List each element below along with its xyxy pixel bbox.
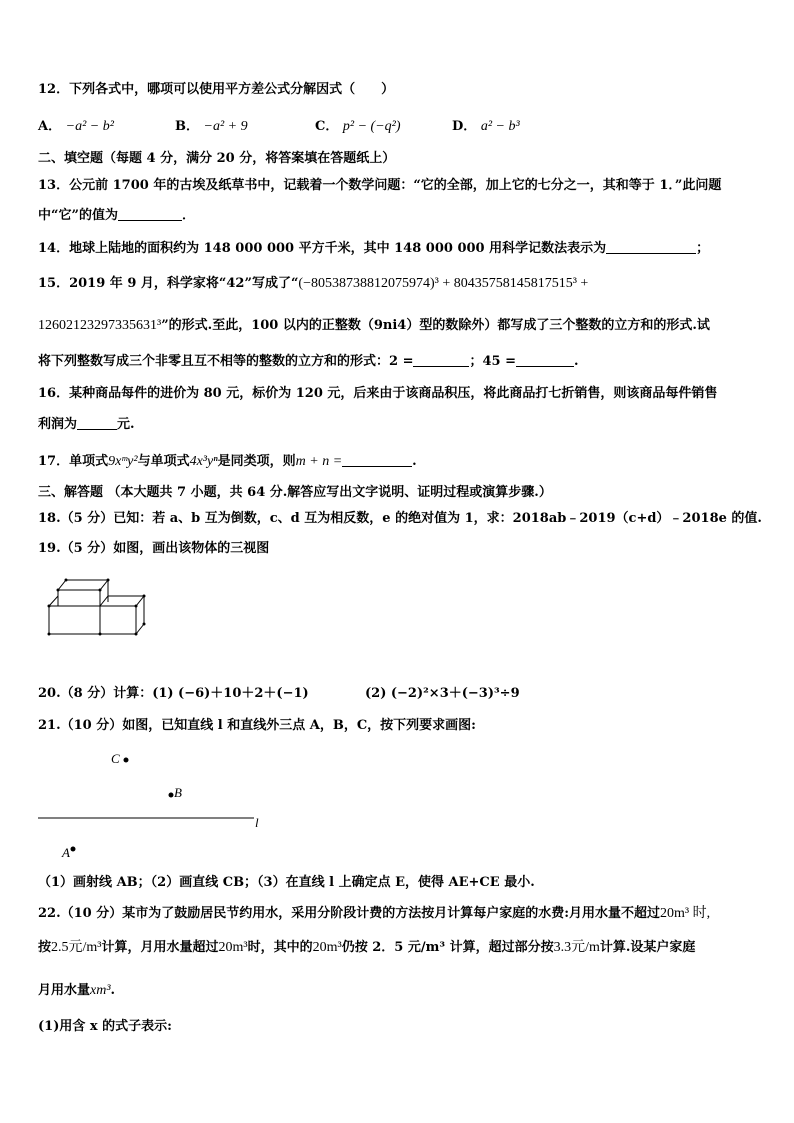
q15-line-1 xyxy=(38,276,588,292)
q16-line-2 xyxy=(38,417,135,433)
line-l-label: l xyxy=(255,815,259,830)
q21-tasks: （1）画射线 AB；（2）画直线 CB；（3）在直线 l 上确定点 E，使得 AE+CE 最小. xyxy=(38,875,535,890)
answer-blank xyxy=(77,417,117,430)
q19-solid-figure xyxy=(40,570,160,642)
q12-stem: 12．下列各式中，哪项可以使用平方差公式分解因式（ ） xyxy=(38,82,395,97)
point-a xyxy=(71,847,76,852)
q17-line xyxy=(38,454,417,470)
q12-option-b xyxy=(175,119,248,135)
q22-volume-1: 20m³ xyxy=(218,940,248,955)
q15-text: 15．2019 年 9 月，科学家将“42”写成了“ xyxy=(38,276,299,291)
q17-text-a: 17．单项式 xyxy=(38,454,109,469)
monomial-2: 4x³yⁿ xyxy=(189,454,218,469)
q14-end: ； xyxy=(696,241,710,256)
q21-stem: 21.（10 分）如图，已知直线 l 和直线外三点 A，B，C，按下列要求画图: xyxy=(38,718,476,733)
q22-text-2g: 仍按 2．5 元/m³ 计算，超过部分按 xyxy=(341,940,554,955)
point-a-label: A xyxy=(62,845,70,860)
q22-text-1: 22.（10 分）某市为了鼓励居民节约用水，采用分阶段计费的方法按月计算每户家庭的水费:月用水量不超过 xyxy=(38,906,661,921)
section-2-heading: 二、填空题（每题 4 分，满分 20 分，将答案填在答题纸上） xyxy=(38,151,396,166)
q15-expression-2: 12602123297335631³ xyxy=(38,318,162,333)
q18-text: 18.（5 分）已知：若 a、b 互为倒数，c、d 互为相反数，e 的绝对值为 1，求：2018ab﹣2019（c+d）﹣2018e 的值. xyxy=(38,511,762,526)
option-d-label: D． xyxy=(452,119,477,134)
q15-line-3 xyxy=(38,354,579,370)
answer-blank xyxy=(606,241,696,254)
q12-option-d xyxy=(452,119,520,135)
q22-text-2a: 按 xyxy=(38,940,52,955)
q14-line xyxy=(38,241,709,257)
answer-blank xyxy=(516,354,574,367)
q21-figure xyxy=(36,750,266,860)
option-d-expr: a² − b³ xyxy=(480,119,520,134)
option-b-label: B． xyxy=(175,119,199,134)
q20-part-1: 20.（8 分）计算：(1) (−6)＋10＋2＋(−1) xyxy=(38,686,309,701)
q22-threshold: 20m³ 时, xyxy=(660,906,711,921)
q17-text-b: 与单项式 xyxy=(137,454,190,469)
q22-variable: xm³ xyxy=(90,983,111,998)
q22-text-2e: 时，其中的 xyxy=(247,940,313,955)
q15-expression-1: (−80538738812075974)³ + 80435758145817515³ + xyxy=(298,276,589,291)
q16-end: 元. xyxy=(117,417,135,432)
q22-price-2: 3.3元/m xyxy=(553,940,600,955)
option-c-label: C． xyxy=(315,119,339,134)
q22-line-2 xyxy=(38,940,695,956)
q22-text-2i: 计算.设某户家庭 xyxy=(599,940,696,955)
section-3-heading: 三、解答题 （本大题共 7 小题，共 64 分.解答应写出文字说明、证明过程或演算步骤.） xyxy=(38,485,552,500)
q13-end: ． xyxy=(181,208,195,223)
q16-line-1: 16．某种商品每件的进价为 80 元，标价为 120 元，后来由于该商品积压，将此商品打七折销售，则该商品每件销售 xyxy=(38,386,718,401)
option-b-expr: −a² + 9 xyxy=(203,119,248,134)
option-a-expr: −a² − b² xyxy=(65,119,114,134)
answer-blank xyxy=(118,208,182,221)
q13-text: 中“它”的值为 xyxy=(38,208,118,223)
q22-sub-1: (1)用含 x 的式子表示: xyxy=(38,1019,172,1034)
q22-text-3a: 月用水量 xyxy=(38,983,91,998)
q12-option-c xyxy=(315,119,401,135)
point-c-label: C xyxy=(111,751,120,766)
point-b-label: B xyxy=(174,785,182,800)
q13-line-1: 13．公元前 1700 年的古埃及纸草书中，记载着一个数学问题：“它的全部，加上它的七分之一，其和等于 1．”此问题 xyxy=(38,178,722,193)
q17-end: . xyxy=(412,454,417,469)
q15-text-3: 将下列整数写成三个非零且互不相等的整数的立方和的形式：2 = xyxy=(38,354,414,369)
q17-text-c: 是同类项，则 xyxy=(217,454,296,469)
q15-text-4: ；45 = xyxy=(469,354,516,369)
point-c xyxy=(124,758,129,763)
q13-line-2 xyxy=(38,208,195,224)
q20-part-2: (2) (−2)²×3＋(−3)³÷9 xyxy=(365,686,520,701)
option-a-label: A． xyxy=(38,119,62,134)
q22-text-2c: 计算，月用水量超过 xyxy=(101,940,219,955)
q14-text: 14．地球上陆地的面积约为 148 000 000 平方千米，其中 148 000 000 用科学记数法表示为 xyxy=(38,241,607,256)
q22-line-3 xyxy=(38,983,115,999)
q16-text: 利润为 xyxy=(38,417,78,432)
q22-line-1 xyxy=(38,906,710,922)
q22-volume-2: 20m³ xyxy=(312,940,342,955)
q22-price-1: 2.5元/m³ xyxy=(51,940,102,955)
q19-text: 19.（5 分）如图，画出该物体的三视图 xyxy=(38,541,270,556)
q22-text-3c: . xyxy=(110,983,116,998)
answer-blank xyxy=(342,454,412,467)
q17-expression: m + n = xyxy=(295,454,343,469)
monomial-1: 9xᵐy² xyxy=(108,454,138,469)
option-c-expr: p² − (−q²) xyxy=(342,119,401,134)
q12-option-a xyxy=(38,119,114,135)
q15-text-2: ”的形式.至此，100 以内的正整数（9ni4）型的数除外）都写成了三个整数的立方和的形式.试 xyxy=(161,318,710,333)
q15-line-2 xyxy=(38,318,710,334)
point-b xyxy=(169,793,174,798)
answer-blank xyxy=(413,354,469,367)
q15-end: . xyxy=(573,354,579,369)
